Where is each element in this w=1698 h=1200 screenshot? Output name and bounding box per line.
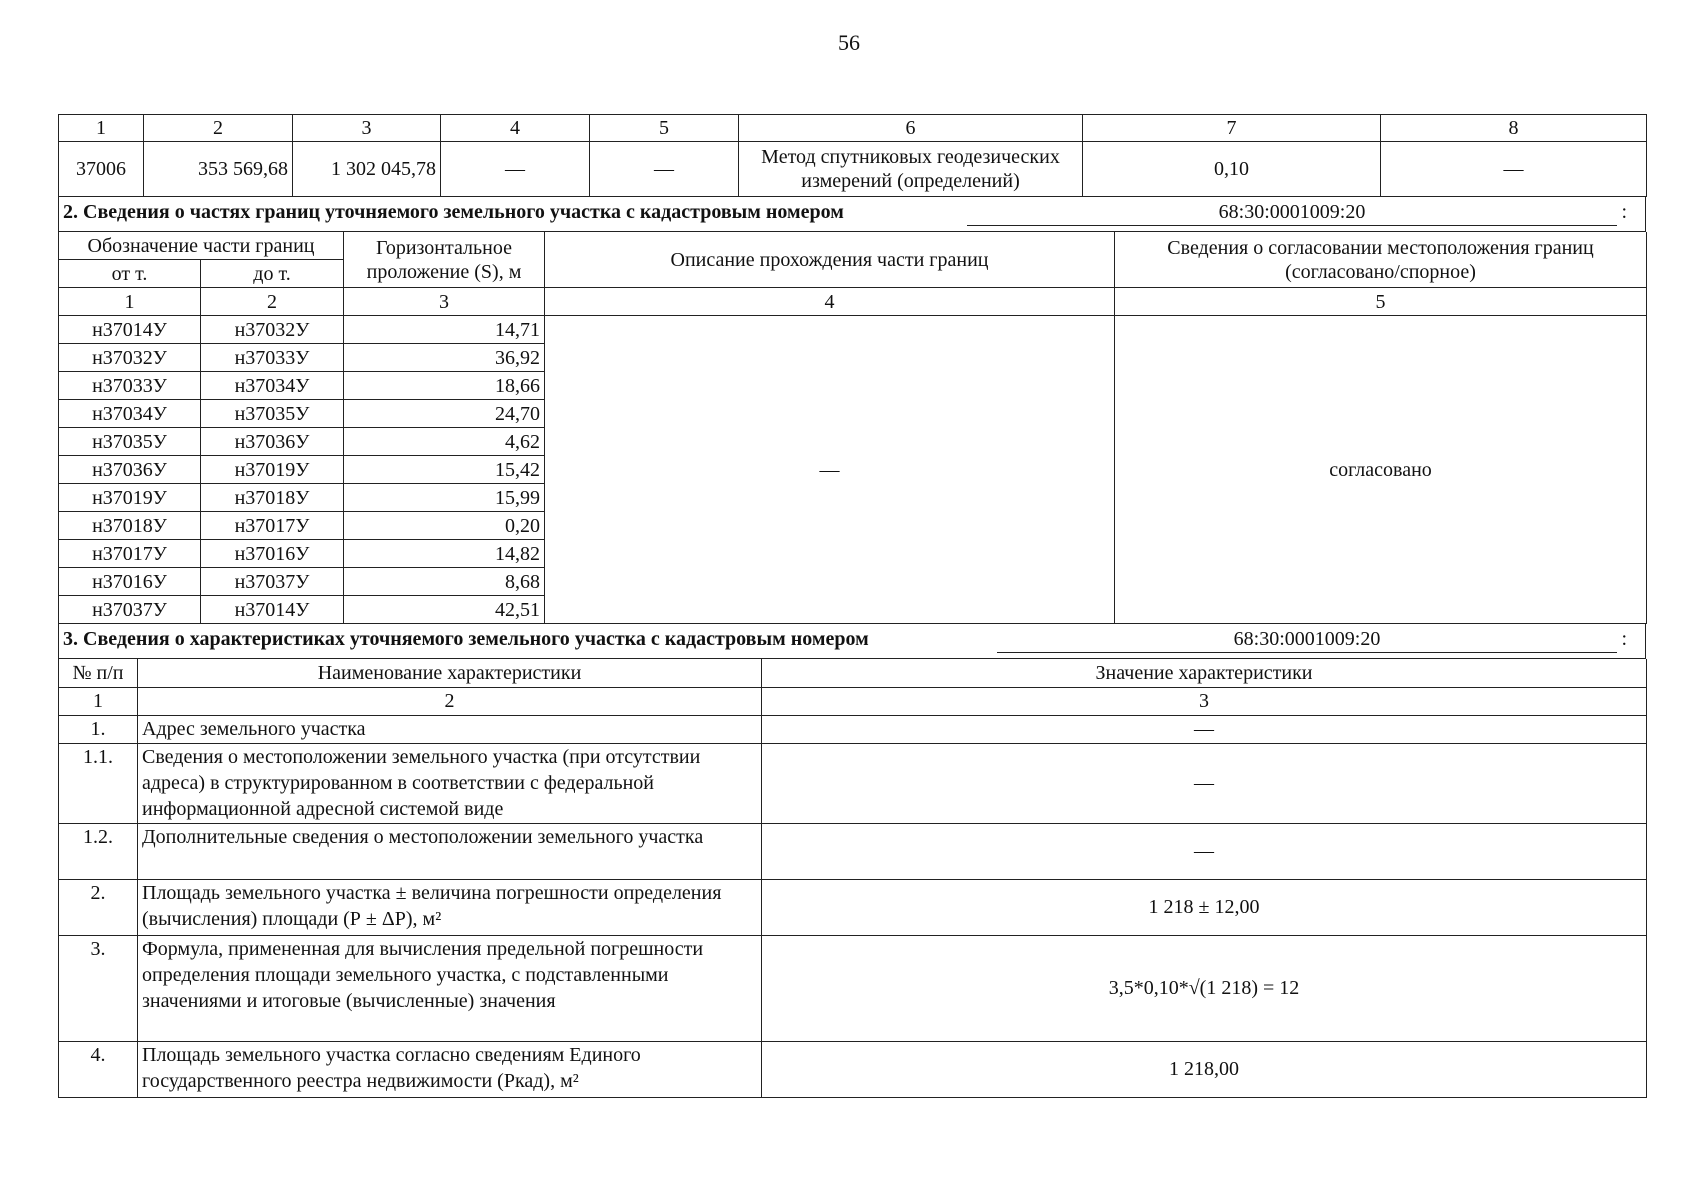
characteristic-value: — [762, 743, 1647, 823]
agreement-header: Сведения о согласовании местоположения границ (согласовано/спорное) [1115, 232, 1647, 288]
agreement-value: согласовано [1115, 316, 1647, 624]
to-point: н37016У [201, 540, 344, 568]
to-point: н37037У [201, 568, 344, 596]
row-number: 4. [59, 1041, 138, 1097]
coordinates-header-row [59, 115, 1647, 142]
characteristic-name: Формула, примененная для вычисления предельной погрешности определения площади земельного участка, с подставленными значениями и итоговые (вычисленные) значения [138, 935, 762, 1041]
coordinates-table [58, 114, 1647, 197]
characteristic-value: — [762, 823, 1647, 879]
description-header: Описание прохождения части границ [545, 232, 1115, 288]
num-2: 2 [201, 288, 344, 316]
num-1: 1 [59, 288, 201, 316]
boundary-number-row [59, 288, 1647, 316]
table-row [59, 743, 1647, 823]
from-point: н37033У [59, 372, 201, 400]
cell-4: — [441, 142, 590, 197]
to-point: н37018У [201, 484, 344, 512]
document-frame [58, 114, 1646, 1098]
characteristic-value: 1 218,00 [762, 1041, 1647, 1097]
num-3: 3 [344, 288, 545, 316]
section3-title: 3. Сведения о характеристиках уточняемого земельного участка с кадастровым номером [63, 628, 869, 650]
from-header: от т. [59, 260, 201, 288]
horizontal-header: Горизонтальное проложение (S), м [344, 232, 545, 288]
cell-5: — [590, 142, 739, 197]
name-header: Наименование характеристики [138, 659, 762, 687]
from-point: н37018У [59, 512, 201, 540]
section2-colon: : [1621, 201, 1627, 223]
col-header-6: 6 [739, 115, 1083, 142]
table-row [59, 1041, 1647, 1097]
section2-title-bar [58, 197, 1646, 232]
description-value: — [545, 316, 1115, 624]
coord-x: 353 569,68 [144, 142, 293, 197]
from-point: н37035У [59, 428, 201, 456]
point-id: 37006 [59, 142, 144, 197]
row-number: 1.2. [59, 823, 138, 879]
to-point: н37032У [201, 316, 344, 344]
coordinates-row [59, 142, 1647, 197]
characteristics-table [58, 659, 1647, 1098]
distance: 14,82 [344, 540, 545, 568]
characteristic-value: 3,5*0,10*√(1 218) = 12 [762, 935, 1647, 1041]
from-point: н37037У [59, 596, 201, 624]
table-row [59, 316, 1647, 344]
to-point: н37019У [201, 456, 344, 484]
section2-cadastral-number: 68:30:0001009:20 [967, 199, 1617, 226]
distance: 15,99 [344, 484, 545, 512]
from-point: н37019У [59, 484, 201, 512]
from-point: н37036У [59, 456, 201, 484]
distance: 24,70 [344, 400, 545, 428]
characteristic-name: Площадь земельного участка согласно сведениям Единого государственного реестра недвижимости (Ркад), м² [138, 1041, 762, 1097]
num-header: № п/п [59, 659, 138, 687]
row-number: 2. [59, 879, 138, 935]
num-5: 5 [1115, 288, 1647, 316]
row-number: 1. [59, 715, 138, 743]
to-point: н37036У [201, 428, 344, 456]
distance: 15,42 [344, 456, 545, 484]
row-number: 1.1. [59, 743, 138, 823]
characteristic-name: Сведения о местоположении земельного участка (при отсутствии адреса) в структурированном в соответствии с федеральной информационной адресной системой виде [138, 743, 762, 823]
num-3: 3 [762, 687, 1647, 715]
boundary-parts-table [58, 232, 1647, 624]
distance: 18,66 [344, 372, 545, 400]
method-cell: Метод спутниковых геодезических измерений (определений) [739, 142, 1083, 197]
characteristic-name: Адрес земельного участка [138, 715, 762, 743]
col-header-2: 2 [144, 115, 293, 142]
col-header-5: 5 [590, 115, 739, 142]
table-row [59, 879, 1647, 935]
distance: 4,62 [344, 428, 545, 456]
distance: 36,92 [344, 344, 545, 372]
to-point: н37034У [201, 372, 344, 400]
section2-title: 2. Сведения о частях границ уточняемого земельного участка с кадастровым номером [63, 201, 844, 223]
section3-title-bar [58, 624, 1646, 659]
distance: 0,20 [344, 512, 545, 540]
distance: 8,68 [344, 568, 545, 596]
to-header: до т. [201, 260, 344, 288]
characteristic-value: — [762, 715, 1647, 743]
to-point: н37033У [201, 344, 344, 372]
table-row [59, 715, 1647, 743]
characteristics-header-row [59, 659, 1647, 687]
characteristics-number-row [59, 687, 1647, 715]
from-point: н37032У [59, 344, 201, 372]
table-row [59, 823, 1647, 879]
value-header: Значение характеристики [762, 659, 1647, 687]
to-point: н37035У [201, 400, 344, 428]
cell-8: — [1381, 142, 1647, 197]
page-number: 56 [838, 30, 860, 55]
characteristic-value: 1 218 ± 12,00 [762, 879, 1647, 935]
section3-colon: : [1621, 628, 1627, 650]
distance: 14,71 [344, 316, 545, 344]
from-point: н37017У [59, 540, 201, 568]
col-header-8: 8 [1381, 115, 1647, 142]
num-2: 2 [138, 687, 762, 715]
part-designation-header: Обозначение части границ [59, 232, 344, 260]
row-number: 3. [59, 935, 138, 1041]
col-header-7: 7 [1083, 115, 1381, 142]
from-point: н37034У [59, 400, 201, 428]
distance: 42,51 [344, 596, 545, 624]
boundary-header-row-1 [59, 232, 1647, 260]
num-1: 1 [59, 687, 138, 715]
characteristic-name: Площадь земельного участка ± величина погрешности определения (вычисления) площади (Р ± ΔР), м² [138, 879, 762, 935]
to-point: н37014У [201, 596, 344, 624]
to-point: н37017У [201, 512, 344, 540]
coord-y: 1 302 045,78 [293, 142, 441, 197]
num-4: 4 [545, 288, 1115, 316]
col-header-4: 4 [441, 115, 590, 142]
table-row [59, 935, 1647, 1041]
from-point: н37016У [59, 568, 201, 596]
from-point: н37014У [59, 316, 201, 344]
section3-cadastral-number: 68:30:0001009:20 [997, 626, 1617, 653]
characteristic-name: Дополнительные сведения о местоположении земельного участка [138, 823, 762, 879]
col-header-1: 1 [59, 115, 144, 142]
accuracy-cell: 0,10 [1083, 142, 1381, 197]
col-header-3: 3 [293, 115, 441, 142]
